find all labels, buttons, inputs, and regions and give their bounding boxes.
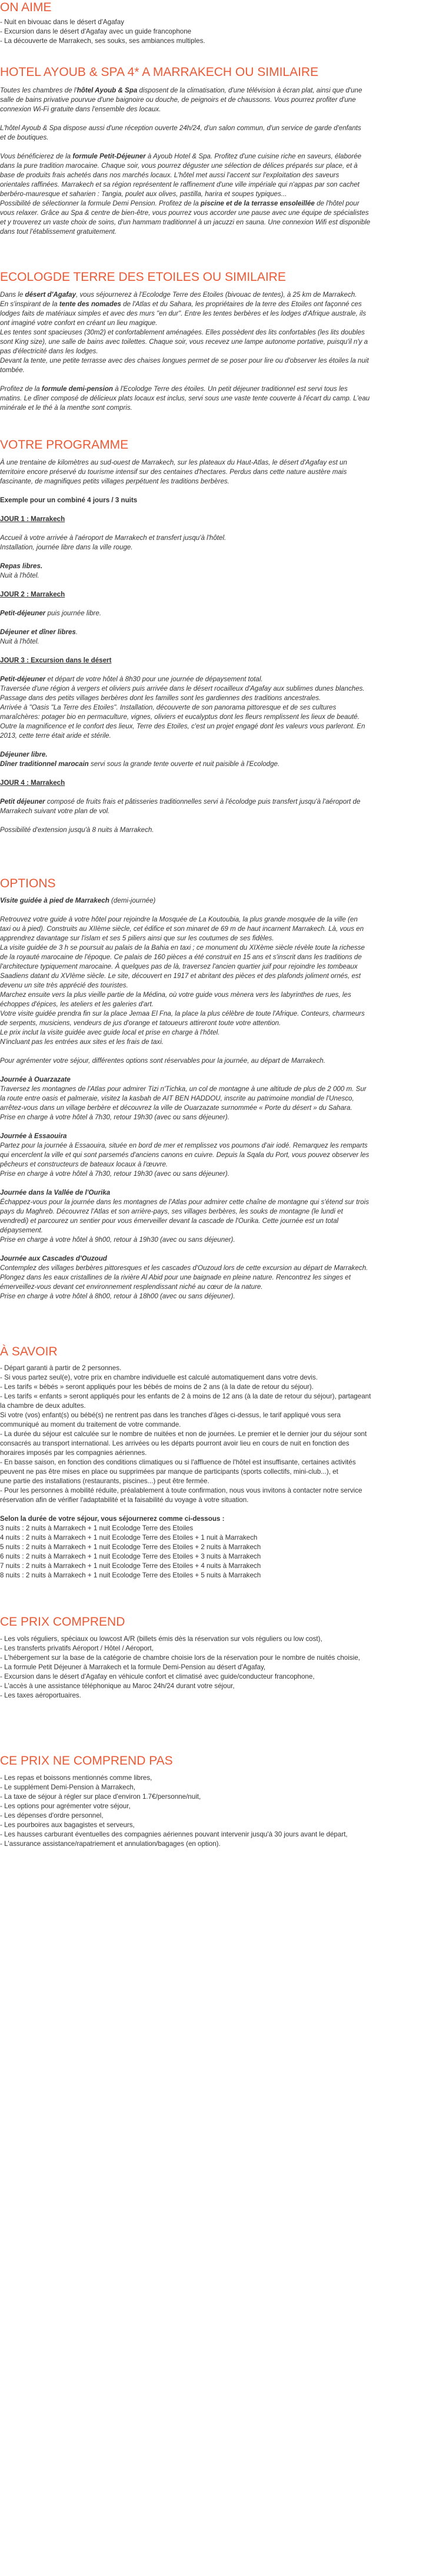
text-line bbox=[0, 1383, 314, 1392]
text-run: - Les pourboires aux bagagistes et serveurs, bbox=[0, 1821, 135, 1829]
text-run: - Les vols réguliers, spéciaux ou lowcost A/R (billets émis dès la réservation sur vols réguliers ou low cost), bbox=[0, 1635, 322, 1643]
text-line bbox=[0, 1486, 362, 1496]
text-run: et de boutiques. bbox=[0, 134, 49, 141]
text-line bbox=[0, 1682, 235, 1691]
text-line bbox=[0, 1000, 154, 1009]
text-run: - L'hébergement sur la base de la catégorie de chambre choisie lors de la réservation pour le nombre de nuités choisie, bbox=[0, 1654, 360, 1662]
section-heading: ON AIME bbox=[0, 1, 52, 14]
text-run: . bbox=[75, 628, 78, 636]
text-run: - La découverte de Marrakech, ses souks, ses ambiances multiples. bbox=[0, 37, 205, 45]
text-line bbox=[0, 133, 49, 142]
text-line bbox=[0, 953, 362, 962]
text-line bbox=[0, 1141, 368, 1151]
text-line bbox=[0, 1103, 352, 1113]
text-run: - Les tarifs « enfants » seront appliqués pour les enfants de 2 à moins de 12 ans (à la date de retour du séjour), partageant bbox=[0, 1393, 371, 1400]
text-line bbox=[0, 562, 42, 571]
text-line bbox=[0, 1198, 369, 1207]
text-line bbox=[0, 1085, 367, 1094]
text-line bbox=[0, 1430, 367, 1439]
text-line bbox=[0, 1264, 368, 1273]
text-run: Selon la durée de votre séjour, vous séjournerez comme ci-dessous : bbox=[0, 1515, 225, 1523]
text-line bbox=[0, 1028, 219, 1037]
text-line bbox=[0, 1477, 209, 1486]
text-run: à Ayoub Hotel & Spa. Profitez d'une cuisine riche en saveurs, élaborée bbox=[145, 152, 362, 160]
text-line bbox=[0, 366, 25, 375]
text-line bbox=[0, 1496, 248, 1505]
text-line bbox=[0, 825, 154, 835]
text-run: - Les transferts privatifs Aéroport / Hôtel / Aéroport, bbox=[0, 1645, 154, 1652]
text-run: - La formule Petit Déjeuner à Marrakech et la formule Demi-Pension au désert d'Agafay, bbox=[0, 1663, 266, 1671]
text-run: consacrés au transport international. Les arrivées ou les départs pourront avoir lieu en cours de nuit en fonction des bbox=[0, 1440, 350, 1447]
text-line bbox=[0, 722, 365, 731]
text-line bbox=[0, 1207, 343, 1216]
text-run: - Départ garanti à partir de 2 personnes. bbox=[0, 1364, 122, 1372]
text-line bbox=[0, 1448, 147, 1458]
text-run: Prise en charge à votre hôtel à 8h00, retour à 18h00 (avec ou sans déjeuner). bbox=[0, 1292, 235, 1300]
text-run: peuvent ne pas être mises en place ou supprimées par manque de participants (sports collectifs, mini-club...), et bbox=[0, 1468, 338, 1476]
text-line bbox=[0, 1635, 322, 1644]
text-line bbox=[0, 684, 365, 694]
text-run: Profitez de la bbox=[0, 385, 42, 393]
text-run: Dans le bbox=[0, 291, 25, 299]
text-run: Traversez les montagnes de l'Atlas pour admirer Tizi n'Tichka, un col de montagne à une altitude de plus de 2 000 m. Sur bbox=[0, 1085, 367, 1093]
text-run: Arrivée à "Oasis "La Terre des Etoiles". Installation, découverte de son panorama pittoresque et de ses cultures bbox=[0, 704, 337, 711]
text-run: sont King size), une salle de bains avec toilettes. Chaque soir, vous recevez une lampe autonome portative, puisqu'il n'y a bbox=[0, 338, 368, 346]
text-run: Déjeuner et dîner libres bbox=[0, 628, 76, 636]
text-line bbox=[0, 515, 65, 524]
text-run: communiqué au moment du traitement de votre commande. bbox=[0, 1421, 181, 1428]
text-line bbox=[0, 896, 155, 906]
text-line bbox=[0, 750, 48, 760]
text-line bbox=[0, 628, 78, 637]
text-line bbox=[0, 1056, 325, 1066]
text-run: - Les taxes aéroportuaires. bbox=[0, 1692, 81, 1699]
text-run: servi sous la grande tente ouverte et nuit paisible à l'Ecolodge. bbox=[88, 760, 280, 768]
text-line bbox=[0, 943, 365, 953]
text-run: et départ de votre hôtel à 8h30 pour une journée de dépaysement total. bbox=[45, 675, 263, 683]
text-line bbox=[0, 1235, 235, 1245]
text-line bbox=[0, 1653, 360, 1663]
text-line bbox=[0, 1420, 181, 1430]
text-run: Partez pour la journée à Essaouira, située en bord de mer et remplissez vos poumons d'air iodé. Remarquez les remparts bbox=[0, 1142, 368, 1149]
text-run: pays du Maghreb. Découvrez l'Atlas et son arrière-pays, ses villages berbères, les souks de montagne (le lundi et bbox=[0, 1208, 343, 1215]
text-run: l'architecture typiquement marocaine. À quelques pas de là, traversez l'ancien quartier juif pour rejoindre les tombeaux bbox=[0, 963, 358, 970]
text-run: hôtel Ayoub & Spa bbox=[76, 87, 138, 94]
text-line bbox=[0, 731, 111, 741]
text-run: - L'accès à une assistance téléphonique au Maroc 24h/24 durant votre séjour, bbox=[0, 1682, 235, 1690]
text-run: Visite guidée à pied de Marrakech bbox=[0, 897, 109, 904]
text-line bbox=[0, 1439, 350, 1448]
text-line bbox=[0, 1543, 261, 1552]
text-run: Marchez ensuite vers la plus vieille partie de la Médina, où votre guide vous mènera vers les labyrinthes de rues, les bbox=[0, 991, 351, 999]
text-run: Petit-déjeuner bbox=[0, 609, 46, 617]
text-line bbox=[0, 18, 124, 27]
text-run: - Excursion dans le désert d'Agafay avec un guide francophone bbox=[0, 28, 192, 35]
text-line bbox=[0, 1663, 265, 1672]
section-heading: CE PRIX COMPREND bbox=[0, 1615, 125, 1629]
text-run: - La taxe de séjour à régler sur place d'environ 1.7€/personne/nuit, bbox=[0, 1793, 201, 1801]
text-line bbox=[0, 1009, 365, 1019]
text-run: piscine et de la terrasse ensoleillée bbox=[200, 200, 315, 207]
text-run: Traversée d'une région à vergers et oliviers puis arrivée dans le désert rocailleux d'Agafay aux sublimes dunes blanches. bbox=[0, 685, 365, 692]
text-line bbox=[0, 1672, 315, 1682]
text-run: Échappez-vous pour la journée dans les montagnes de l'Atlas pour admirer cette chaîne de montagne qui s'étend sur trois bbox=[0, 1198, 369, 1206]
text-run: - Les options pour agrémenter votre séjour, bbox=[0, 1802, 131, 1810]
text-run: taxi ou à pied). Construits au XIIème siècle, cet édifice et son minaret de 69 m de haut incarnent Marrakech. Là, vous en bbox=[0, 925, 364, 933]
text-run: Journée à Essaouira bbox=[0, 1132, 67, 1140]
section-heading: VOTRE PROGRAMME bbox=[0, 438, 129, 452]
text-line bbox=[0, 1160, 168, 1169]
text-line bbox=[0, 1037, 164, 1047]
text-line bbox=[0, 609, 101, 618]
text-line bbox=[0, 1226, 43, 1235]
text-run: maraîchères: potager bio en permaculture, vignes, oliviers et eucalyptus dont les fleurs remplissent les lieux de beauté. bbox=[0, 713, 360, 721]
text-run: salle de bains privative pourvue d'une baignoire ou douche, de peignoirs et de chaussons. Vous pourrez profiter d'une bbox=[0, 96, 356, 104]
text-line bbox=[0, 1019, 281, 1028]
text-run: 3 nuits : 2 nuits à Marrakech + 1 nuit Ecolodge Terre des Etoiles bbox=[0, 1524, 194, 1532]
text-run: , vous séjournerez à l'Ecolodge Terre des Etoiles (bivouac de tentes), à 25 km de Marrakech. bbox=[76, 291, 357, 299]
text-line bbox=[0, 1514, 224, 1524]
text-line bbox=[0, 227, 117, 237]
text-run: Toutes les chambres de l' bbox=[0, 87, 77, 94]
text-run: Outre la magnificence et le confort des lieux, Terre des Etoiles, c'est un projet engagé dont les valeurs vous parleront. En bbox=[0, 722, 365, 730]
text-line bbox=[0, 300, 362, 309]
text-line bbox=[0, 656, 111, 665]
section-heading: ECOLOGDE TERRE DES ETOILES OU SIMILAIRE bbox=[0, 270, 286, 284]
text-line bbox=[0, 199, 360, 208]
text-line bbox=[0, 152, 361, 161]
text-line bbox=[0, 1273, 351, 1282]
text-run: composé de fruits frais et pâtisseries traditionnelles servi à l'écolodge puis transfert jusqu'à l'aéroport de bbox=[45, 798, 361, 805]
text-run: de serpents, musiciens, vendeurs de jus d'orange et tatoueurs attireront toute votre attention. bbox=[0, 1019, 281, 1027]
text-line bbox=[0, 990, 351, 1000]
text-line bbox=[0, 290, 357, 300]
text-run: pas d'électricité dans les lodges. bbox=[0, 347, 98, 355]
text-line bbox=[0, 394, 370, 403]
text-run: 8 nuits : 2 nuits à Marrakech + 1 nuit Ecolodge Terre des Etoiles + 5 nuits à Marrakech bbox=[0, 1572, 261, 1579]
text-run: La visite guidée de 3 h se poursuit au palais de la Bahia en taxi ; ce monument du XIXème siècle révèle toute la richesse bbox=[0, 944, 365, 952]
text-run: Votre visite guidée prendra fin sur la place Jemaa El Fna, la place la plus célèbre de toute l'Afrique. Conteurs, charmeurs bbox=[0, 1010, 365, 1017]
text-run: minérale et le thé à la menthe sont compris. bbox=[0, 404, 132, 412]
text-line bbox=[0, 328, 365, 337]
text-line bbox=[0, 1364, 121, 1373]
text-run: Possibilité de sélectionner la formule Demi Pension. Profitez de la bbox=[0, 200, 201, 207]
text-line bbox=[0, 1524, 193, 1533]
text-line bbox=[0, 1373, 318, 1383]
text-run: horaires imposés par les compagnies aériennes. bbox=[0, 1449, 147, 1457]
text-run: orientales raffinées. Marrakech et sa région représentent le raffinement d'une ville impériale qui n'appas par son cachet bbox=[0, 181, 360, 188]
text-line bbox=[0, 1467, 338, 1477]
text-line bbox=[0, 208, 369, 218]
text-run: - Les repas et boissons mentionnés comme libres, bbox=[0, 1774, 152, 1782]
text-line bbox=[0, 180, 360, 190]
text-line bbox=[0, 675, 263, 684]
text-line bbox=[0, 590, 65, 599]
text-run: une partie des installations (restaurants, piscines...) peut être fermée. bbox=[0, 1477, 209, 1485]
text-run: - L'assurance assistance/rapatriement et annulation/bagages (en option). bbox=[0, 1840, 221, 1848]
text-line bbox=[0, 403, 132, 413]
text-run: Exemple pour un combiné 4 jours / 3 nuits bbox=[0, 496, 138, 504]
text-run: N'incluant pas les entrées aux sites et les frais de taxi. bbox=[0, 1038, 164, 1046]
text-line bbox=[0, 1094, 354, 1103]
text-line bbox=[0, 703, 336, 712]
text-run: Contemplez des villages berbères pittoresques et les cascades d'Ouzoud lors de cette excursion au départ de Marrakech. bbox=[0, 1264, 368, 1272]
text-line bbox=[0, 37, 205, 46]
text-run: JOUR 2 : Marrakech bbox=[0, 591, 65, 598]
text-run: pêcheurs et constructeurs de bateaux locaux à l'œuvre. bbox=[0, 1161, 168, 1168]
text-line bbox=[0, 533, 226, 543]
text-line bbox=[0, 347, 98, 356]
text-run: de l'hôtel pour bbox=[314, 200, 360, 207]
text-run: Prise en charge à votre hôtel à 7h30, retour 19h30 (avec ou sans déjeuner). bbox=[0, 1170, 229, 1178]
text-run: Si votre (vos) enfant(s) ou bébé(s) ne rentrent pas dans les tranches d'âges ci-dessus, le tarif appliqué vous sera bbox=[0, 1411, 341, 1419]
text-line bbox=[0, 1292, 235, 1301]
text-run: - Les dépenses d'ordre personnel, bbox=[0, 1812, 104, 1819]
text-line bbox=[0, 1644, 154, 1653]
text-line bbox=[0, 1792, 201, 1802]
text-run: émerveillez-vous devant cet environnement resplendissant niché au cœur de la nature. bbox=[0, 1283, 263, 1291]
text-run: - La durée du séjour est calculée sur le nombre de nuitées et non de journées. Le premier et le dernier jour du séjour sont bbox=[0, 1430, 367, 1438]
text-line bbox=[0, 1839, 221, 1849]
text-line bbox=[0, 1254, 107, 1264]
text-line bbox=[0, 190, 287, 199]
text-run: JOUR 3 : Excursion dans le désert bbox=[0, 657, 112, 664]
text-line bbox=[0, 1821, 135, 1830]
text-run: - Nuit en bivouac dans le désert d'Agafay bbox=[0, 18, 125, 26]
text-run: En s'inspirant de la bbox=[0, 300, 59, 308]
text-run: Installation, journée libre dans la ville rouge. bbox=[0, 543, 133, 551]
text-run: lodges faits de matériaux simples et avec des murs "en dur". Entre les tentes berbères et les lodges d'Afrique australe, ils bbox=[0, 310, 367, 317]
text-run: 4 nuits : 2 nuits à Marrakech + 1 nuit Ecolodge Terre des Etoiles + 1 nuit à Marrakech bbox=[0, 1534, 258, 1541]
text-run: - En basse saison, en fonction des conditions climatiques ou si l'affluence de l'hôtel est insuffisante, certaines activités bbox=[0, 1458, 356, 1466]
text-line bbox=[0, 1811, 104, 1821]
text-run: puis journée libre. bbox=[45, 609, 102, 617]
text-line bbox=[0, 972, 361, 981]
text-line bbox=[0, 1830, 348, 1839]
text-run: la chambre de deux adultes. bbox=[0, 1402, 86, 1410]
text-run: Journée à Ouarzazate bbox=[0, 1076, 71, 1083]
text-line bbox=[0, 1552, 261, 1561]
text-run: désert d'Agafay bbox=[25, 291, 76, 299]
text-run: - Excursion dans le désert d'Agafay en véhicule confort et climatisé avec guide/conducteur francophone, bbox=[0, 1673, 315, 1680]
text-line bbox=[0, 477, 229, 486]
text-run: territoire encore préservé du tourisme intensif sur des centaines d'hectares. Perdus dans cette nature austère mais bbox=[0, 468, 347, 476]
text-run: dans la pure tradition marocaine. Chaque soir, vous pourrez déguster une sélection de délices préparés sur place, et à bbox=[0, 162, 358, 170]
text-line bbox=[0, 1401, 86, 1411]
text-run: Journée dans la Vallée de l'Ourika bbox=[0, 1189, 111, 1196]
text-line bbox=[0, 1458, 356, 1467]
text-line bbox=[0, 105, 161, 114]
text-run: Retrouvez votre guide à votre hôtel pour rejoindre la Mosquée de La Koutoubia, la plus grande mosquée de la ville (en bbox=[0, 916, 358, 923]
text-line bbox=[0, 1132, 66, 1141]
text-run: base de produits frais achetés dans nos marchés locaux. L'hôtel met aussi l'accent sur l'exploitation des saveurs bbox=[0, 171, 340, 179]
text-line bbox=[0, 1533, 257, 1543]
text-line bbox=[0, 1392, 371, 1401]
text-line bbox=[0, 778, 65, 788]
text-line bbox=[0, 1571, 261, 1580]
text-line bbox=[0, 934, 274, 943]
text-run: de la royauté marocaine de l'époque. Ce palais de 160 pièces a été construit en 15 ans et s'inscrit dans les traditions de bbox=[0, 953, 362, 961]
text-line bbox=[0, 1216, 338, 1226]
text-line bbox=[0, 1188, 110, 1198]
text-run: berbéro-mauresque et saharien : Tangia, poulet aux olives, pastilla, harira et soupes typiques... bbox=[0, 190, 287, 198]
section-heading: HOTEL AYOUB & SPA 4* A MARRAKECH OU SIMILAIRE bbox=[0, 65, 319, 79]
text-run: - Les tarifs « bébés » seront appliqués pour les bébés de moins de 2 ans (à la date de retour du séjour). bbox=[0, 1383, 314, 1391]
text-run: tente des nomades bbox=[59, 300, 121, 308]
text-line bbox=[0, 319, 157, 328]
text-line bbox=[0, 95, 356, 105]
text-line bbox=[0, 924, 364, 934]
text-run: Devant la tente, une petite terrasse avec des chaises longues permet de se poser pour lire ou d'observer les étoiles la nuit bbox=[0, 357, 369, 364]
text-run: Possibilité d'extension jusqu'à 8 nuits à Marrakech. bbox=[0, 826, 154, 834]
text-run: (demi-journée) bbox=[109, 897, 156, 904]
text-run: Prise en charge à votre hôtel à 9h00, retour à 19h30 (avec ou sans déjeuner). bbox=[0, 1236, 235, 1244]
text-run: à l'Ecolodge Terre des étoiles. Un petit déjeuner traditionnel est servi tous les bbox=[113, 385, 348, 393]
text-run: formule demi-pension bbox=[41, 385, 113, 393]
text-run: Nuit à l'hôtel. bbox=[0, 638, 39, 645]
text-run: formule Petit-Déjeuner bbox=[72, 152, 146, 160]
text-line bbox=[0, 571, 39, 581]
text-run: Dîner traditionnel marocain bbox=[0, 760, 89, 768]
text-line bbox=[0, 981, 128, 990]
text-run: connexion Wi-Fi gratuite dans l'ensemble des locaux. bbox=[0, 105, 161, 113]
text-line bbox=[0, 712, 360, 722]
text-run: Le prix inclut la visite guidée avec guide local et prise en charge à l'hôtel. bbox=[0, 1029, 220, 1036]
text-line bbox=[0, 543, 133, 552]
text-run: Marrakech suivant votre plan de vol. bbox=[0, 807, 110, 815]
text-line bbox=[0, 1151, 369, 1160]
text-run: - Le supplément Demi-Pension à Marrakech, bbox=[0, 1783, 136, 1791]
text-line bbox=[0, 1783, 135, 1792]
text-run: qui encerclent la ville et qui sont parsemés d'anciens canons en cuivre. Depuis la Sqala du Port, vous pouvez observer les bbox=[0, 1151, 370, 1159]
text-run: dans tout l'établissement gratuitement. bbox=[0, 228, 117, 236]
text-line bbox=[0, 915, 358, 924]
text-line bbox=[0, 496, 137, 505]
text-line bbox=[0, 962, 358, 972]
text-run: Prise en charge à votre hôtel à 7h30, retour 19h30 (avec ou sans déjeuner). bbox=[0, 1113, 229, 1121]
text-line bbox=[0, 694, 321, 703]
text-run: la route entre oasis et palmeraie, visitez la kasbah de AIT BEN HADDOU, inscrite au patrimoine mondial de l'Unesco, bbox=[0, 1095, 354, 1102]
text-run: Déjeuner libre. bbox=[0, 751, 48, 758]
text-line bbox=[0, 1282, 263, 1292]
text-run: Accueil à votre arrivée à l'aéroport de Marrakech et transfert jusqu'à l'hôtel. bbox=[0, 534, 227, 542]
text-run: Passage dans des petits villages berbères dont les familles sont les gardiennes des traditions ancestrales. bbox=[0, 694, 321, 702]
text-line bbox=[0, 1773, 152, 1783]
text-line bbox=[0, 797, 360, 807]
text-run: - Les hausses carburant éventuelles des compagnies aériennes pouvant intervenir jusqu'à 30 jours avant le départ, bbox=[0, 1831, 348, 1838]
section-heading: CE PRIX NE COMPREND PAS bbox=[0, 1754, 173, 1768]
text-line bbox=[0, 807, 109, 816]
text-line bbox=[0, 458, 347, 468]
text-run: matins. Le dîner composé de délicieux plats locaux est inclus, servi sous une vaste tente couverte à l'écart du camp. L'eau bbox=[0, 394, 370, 402]
text-line bbox=[0, 760, 279, 769]
text-run: et y trouverez un vaste choix de soins, d'un hammam traditionnel à un jacuzzi en sauna. Une connexion Wifi est disponible bbox=[0, 218, 371, 226]
text-run: apprendrez davantage sur l'islam et ses 5 piliers ainsi que sur les coutumes de ses fidèles. bbox=[0, 934, 274, 942]
text-run: Pour agrémenter votre séjour, différentes options sont réservables pour la journée, au départ de Marrakech. bbox=[0, 1057, 325, 1065]
text-line bbox=[0, 1113, 229, 1122]
text-run: - Pour les personnes à mobilité réduite, préalablement à toute confirmation, nous vous invitons à contacter notre service bbox=[0, 1487, 362, 1494]
text-line bbox=[0, 1411, 341, 1420]
text-line bbox=[0, 161, 358, 171]
text-run: - Si vous partez seul(e), votre prix en chambre individuelle est calculé automatiquement dans votre devis. bbox=[0, 1374, 318, 1381]
text-line bbox=[0, 1075, 71, 1085]
text-run: Petit-déjeuner bbox=[0, 675, 46, 683]
text-run: JOUR 4 : Marrakech bbox=[0, 779, 65, 787]
text-run: 5 nuits : 2 nuits à Marrakech + 1 nuit Ecolodge Terre des Etoiles + 2 nuits à Marrakech bbox=[0, 1543, 261, 1551]
text-run: vendredi) et parcourez un sentier pour vous émerveiller devant la cascade de l'Ourika. Cette journée est un total bbox=[0, 1217, 339, 1225]
text-line bbox=[0, 1691, 81, 1700]
text-line bbox=[0, 86, 362, 95]
text-line bbox=[0, 27, 191, 37]
text-run: Plongez dans les eaux cristallines de la rivière Al Abid pour une baignade en pleine nature. Rencontrez les singes et bbox=[0, 1274, 351, 1281]
text-line bbox=[0, 337, 368, 347]
text-run: Les tentes sont spacieuses (30m2) et confortablement aménagées. Elles possèdent des lits confortables (les lits doubles bbox=[0, 329, 365, 336]
section-heading: À SAVOIR bbox=[0, 1345, 58, 1358]
text-run: dépaysement. bbox=[0, 1226, 43, 1234]
text-line bbox=[0, 384, 348, 394]
text-run: 6 nuits : 2 nuits à Marrakech + 1 nuit Ecolodge Terre des Etoiles + 3 nuits à Marrakech bbox=[0, 1553, 261, 1560]
text-run: disposent de la climatisation, d'une télévision à écran plat, ainsi que d'une bbox=[137, 87, 362, 94]
text-line bbox=[0, 1169, 229, 1179]
text-line bbox=[0, 1561, 261, 1571]
text-line bbox=[0, 309, 366, 319]
text-run: ont imaginé votre confort en créant un lieu magique. bbox=[0, 319, 158, 327]
text-run: À une trentaine de kilomètres au sud-ouest de Marrakech, sur les plateaux du Haut-Atlas, le désert d'Agafay est un bbox=[0, 459, 347, 466]
text-run: tombée. bbox=[0, 366, 25, 374]
text-run: arrêtez-vous dans un village berbère et découvrez la ville de Ouarzazate surnommée « Porte du désert » du Sahara. bbox=[0, 1104, 352, 1112]
text-run: vous relaxer. Grâce au Spa & centre de bien-être, vous pourrez vous accorder une pause avec une équipe de spécialistes bbox=[0, 209, 369, 217]
text-run: JOUR 1 : Marrakech bbox=[0, 515, 65, 523]
section-heading: OPTIONS bbox=[0, 877, 56, 890]
text-line bbox=[0, 356, 369, 366]
text-run: 7 nuits : 2 nuits à Marrakech + 1 nuit Ecolodge Terre des Etoiles + 4 nuits à Marrakech bbox=[0, 1562, 261, 1570]
text-run: Nuit à l'hôtel. bbox=[0, 572, 39, 579]
text-run: devenu un site très apprécié des touristes. bbox=[0, 982, 128, 989]
text-run: L'hôtel Ayoub & Spa dispose aussi d'une réception ouverte 24h/24, d'un salon commun, d'un service de garde d'enfants bbox=[0, 124, 361, 132]
text-run: échoppes d'épices, les ateliers et les galeries d'art. bbox=[0, 1000, 154, 1008]
text-line bbox=[0, 468, 347, 477]
text-run: réservation afin de vérifier l'adaptabilité et la faisabilité du voyage à votre situation. bbox=[0, 1496, 249, 1504]
text-line bbox=[0, 1802, 131, 1811]
text-line bbox=[0, 218, 370, 227]
text-run: Petit déjeuner bbox=[0, 798, 45, 805]
text-run: de l'Atlas et du Sahara, les propriétaires de la terre des Etoiles ont façonné ces bbox=[121, 300, 362, 308]
text-line bbox=[0, 124, 361, 133]
text-line bbox=[0, 637, 39, 647]
text-run: fascinante, de magnifiques petits villages perpétuent les traditions berbères. bbox=[0, 478, 229, 485]
text-run: Saadiens datant du XVIème siècle. Le site, découvert en 1917 et abritant des pièces et des plafonds joliment ornés, est bbox=[0, 972, 361, 980]
text-run: Vous bénéficierez de la bbox=[0, 152, 73, 160]
text-run: Journée aux Cascades d'Ouzoud bbox=[0, 1255, 107, 1262]
text-line bbox=[0, 171, 339, 180]
text-run: Repas libres. bbox=[0, 562, 43, 570]
text-run: 2013, cette terre était aride et stérile. bbox=[0, 732, 111, 740]
